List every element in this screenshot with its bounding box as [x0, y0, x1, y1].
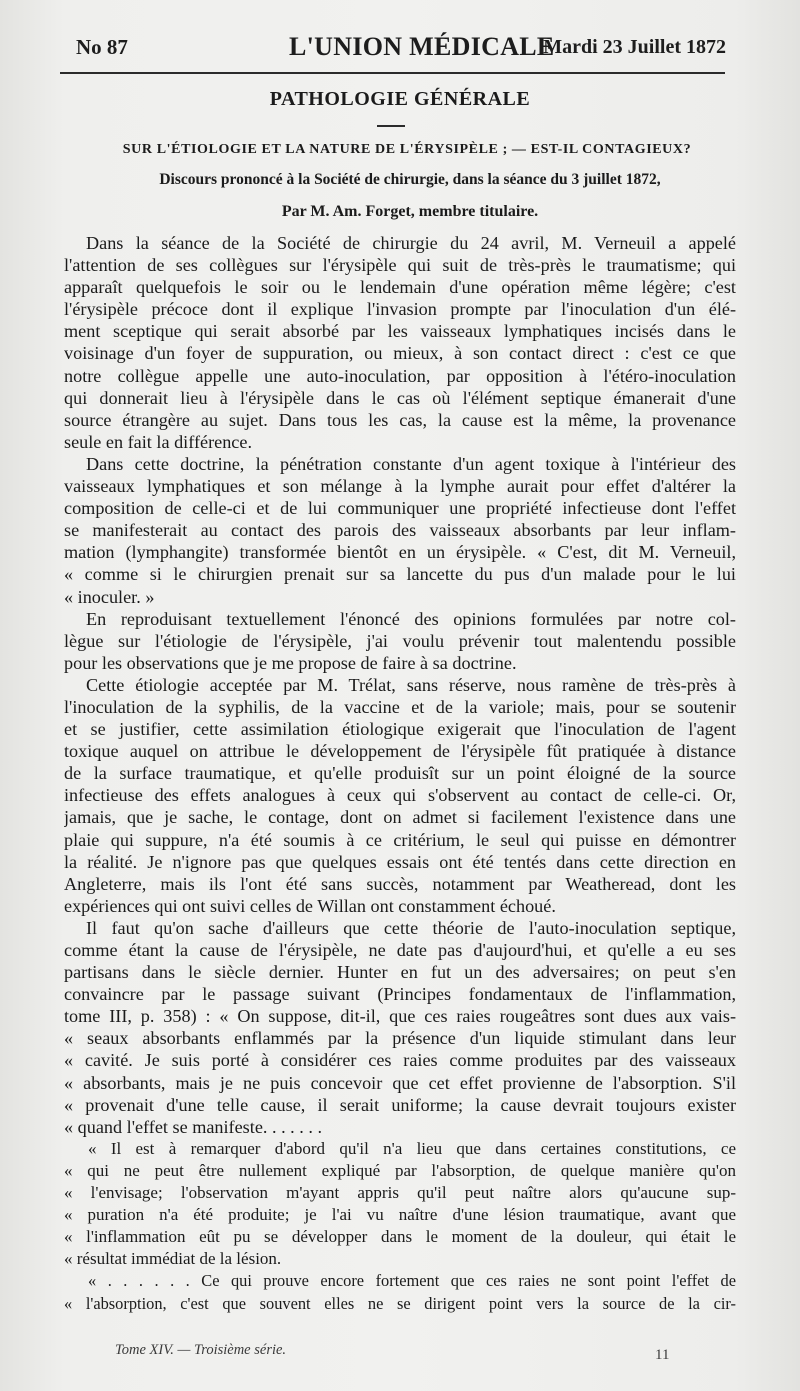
text-line: vaisseaux lymphatiques et son mélange à la lymphe aurait pour effet d'altérer la [64, 476, 736, 497]
text-line: lègue sur l'étiologie de l'érysipèle, j'ai voulu prévenir tout malentendu possible [64, 630, 736, 651]
text-line: voisinage d'un foyer de suppuration, ou mieux, à son contact direct : c'est ce que [64, 343, 736, 364]
text-line: « qui ne peut être nullement expliqué par l'absorption, de quelque manière qu'on [64, 1160, 736, 1180]
text-line: seule en fait la différence. [64, 431, 253, 452]
text-line: Dans la séance de la Société de chirurgie du 24 avril, M. Verneuil a appelé [86, 233, 736, 253]
title-divider [377, 125, 405, 127]
article-byline: Par M. Am. Forget, membre titulaire. [281, 203, 539, 220]
text-line: comme étant la cause de l'érysipèle, ne date pas d'aujourd'hui, et qu'elle a eu ses [64, 940, 736, 960]
text-line: source étrangère au sujet. Dans tous les cas, la cause est la même, la provenance [64, 409, 736, 430]
text-line: et se justifier, cette assimilation étiologique exigerait que l'inoculation de l'agent [64, 719, 736, 740]
text-line: ment sceptique qui serait absorbé par les vaisseaux lymphatiques incisés dans le [64, 321, 736, 342]
text-line: pour les observations que je me propose de faire à sa doctrine. [64, 652, 517, 673]
page-footer: Tome XIV. — Troisième série. [115, 1342, 287, 1358]
text-line: Angleterre, mais ils l'ont été sans succès, notamment par Weatheread, dont les [64, 873, 736, 894]
text-line: l'inoculation de la syphilis, de la vaccine et de la variole; mais, pour se soutenir [64, 696, 736, 717]
text-line: En reproduisant textuellement l'énoncé des opinions formulées par notre col- [86, 608, 736, 629]
text-line: expériences qui ont suivi celles de Willan ont constamment échoué. [64, 895, 556, 916]
issue-date: Mardi 23 Juillet 1872 [543, 36, 726, 58]
text-line: toxique auquel on attribue le développement de l'érysipèle fût pratiquée à distance [64, 741, 736, 762]
text-line: qui donnerait lieu à l'érysipèle dans le cas où l'élément septique émanerait d'une [64, 387, 736, 408]
text-line: « comme si le chirurgien prenait sur sa lancette du pus d'un malade pour le lui [64, 564, 736, 585]
text-line: notre collègue appelle une auto-inoculation, par opposition à l'étéro-inoculation [64, 365, 736, 386]
text-line: « l'envisage; l'observation m'ayant appris qu'il peut naître alors qu'aucune sup- [64, 1183, 736, 1203]
article-title: SUR L'ÉTIOLOGIE ET LA NATURE DE L'ÉRYSIPÈLE ; — EST-IL CONTAGIEUX? [122, 142, 692, 157]
article-subtitle: Discours prononcé à la Société de chirurgie, dans la séance du 3 juillet 1872, [159, 171, 661, 188]
text-line: jamais, que je sache, le contage, dont on admet si facilement l'existence dans une [64, 807, 736, 828]
text-line: l'érysipèle précoce dont il explique l'invasion prompte par l'inoculation d'un élé- [64, 299, 736, 320]
section-title: PATHOLOGIE GÉNÉRALE [269, 88, 531, 110]
text-line: « . . . . . . Ce qui prouve encore fortement que ces raies ne sont point l'effet de [88, 1271, 736, 1291]
text-line: apparaît quelquefois le soir ou le lendemain d'une opération même légère; c'est [64, 277, 736, 298]
text-line: « inoculer. » [64, 586, 155, 607]
text-line: Il faut qu'on sache d'ailleurs que cette théorie de l'auto-inoculation septique, [86, 917, 736, 938]
text-line: convaincre par le passage suivant (Principes fondamentaux de l'inflammation, [64, 984, 736, 1005]
page-header [76, 30, 726, 64]
text-line: « puration n'a été produite; je l'ai vu naître d'une lésion traumatique, avant que [64, 1205, 736, 1225]
text-line: se manifesterait au contact des parois des vaisseaux absorbants par leur inflam- [64, 520, 736, 541]
signature-mark: 11 [655, 1347, 670, 1363]
text-line: « résultat immédiat de la lésion. [64, 1249, 282, 1269]
text-line: la réalité. Je n'ignore pas que quelques essais ont été tentés dans cette direction en [64, 851, 736, 872]
text-line: tome III, p. 358) : « On suppose, dit-il, que ces raies rougeâtres sont dues aux vais- [64, 1006, 736, 1027]
journal-title: L'UNION MÉDICALE [289, 32, 555, 61]
text-line: l'attention de ses collègues sur l'érysipèle qui suit de très-près le traumatisme; qui [64, 255, 736, 276]
text-line: « cavité. Je suis porté à considérer ces raies comme produites par des vaisseaux [64, 1050, 736, 1071]
text-line: de la surface traumatique, et qu'elle produisît sur un point éloigné de la source [64, 763, 736, 784]
article-body [64, 232, 736, 1315]
text-line: « Il est à remarquer d'abord qu'il n'a lieu que dans certaines constitutions, ce [88, 1138, 736, 1158]
text-line: partisans dans le siècle dernier. Hunter en fut un des adversaires; on peut s'en [64, 962, 736, 983]
text-line: « l'inflammation eût pu se développer dans le moment de la douleur, qui était le [64, 1227, 736, 1247]
header-rule [60, 72, 725, 74]
text-line: mation (lymphangite) transformée bientôt en un érysipèle. « C'est, dit M. Verneuil, [64, 542, 736, 563]
text-line: infectieuse des effets analogues à ceux qui s'observent au contact de celle-ci. Or, [64, 785, 736, 806]
text-line: « absorbants, mais je ne puis concevoir que cet effet provienne de l'absorption. S'il [64, 1072, 736, 1093]
text-line: Dans cette doctrine, la pénétration constante d'un agent toxique à l'intérieur des [86, 453, 736, 474]
issue-number: No 87 [76, 35, 128, 59]
text-line: « seaux absorbants enflammés par la présence d'un liquide stimulant dans leur [64, 1028, 736, 1049]
text-line: « quand l'effet se manifeste. . . . . . . [64, 1116, 322, 1137]
text-line: plaie qui suppure, n'a été soumis à ce critérium, le seul qui puisse en démontrer [64, 829, 736, 850]
text-line: « l'absorption, c'est que souvent elles ne se dirigent point vers la source de la cir- [64, 1293, 736, 1313]
text-line: composition de celle-ci et de lui communiquer une propriété infectieuse dont l'effet [64, 498, 736, 519]
text-line: « provenait d'une telle cause, il serait uniforme; la cause devrait toujours exister [64, 1094, 736, 1115]
text-line: Cette étiologie acceptée par M. Trélat, sans réserve, nous ramène de très-près à [86, 674, 736, 695]
